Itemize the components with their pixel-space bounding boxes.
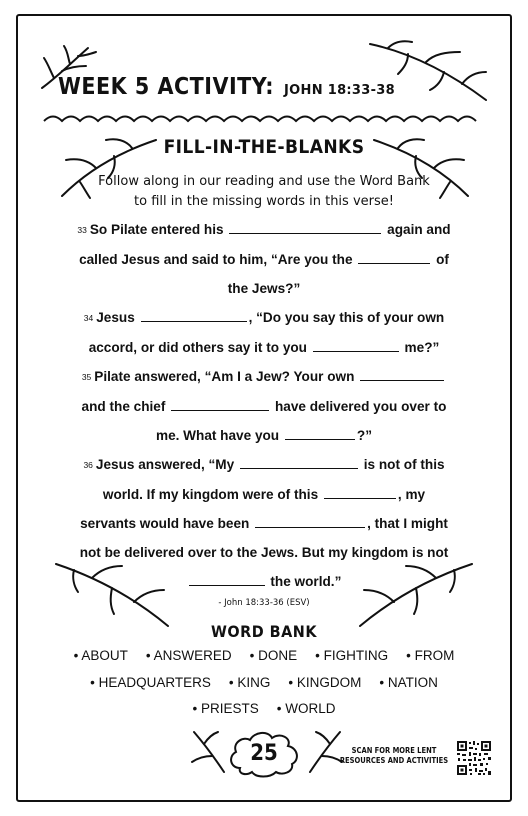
verse-citation: - John 18:33-36 (ESV) xyxy=(218,598,310,608)
fill-blank[interactable] xyxy=(171,398,269,411)
verse-text: and the chief xyxy=(81,399,166,414)
verse-text: is not of this xyxy=(363,457,445,472)
fill-blank[interactable] xyxy=(358,251,430,264)
scan-line: SCAN FOR MORE LENT xyxy=(351,746,437,755)
verse-text: Pilate answered, “Am I a Jew? Your own xyxy=(94,369,355,384)
word-bank-item: • PRIESTS xyxy=(193,701,259,716)
verse-passage xyxy=(54,215,474,596)
verse-text: the world.” xyxy=(270,574,342,589)
word-bank-item: • FIGHTING xyxy=(315,648,388,663)
page-number-badge xyxy=(226,728,302,778)
verse-text: again and xyxy=(387,222,451,237)
wavy-divider xyxy=(42,112,488,126)
verse-line xyxy=(54,450,474,480)
verse-line xyxy=(54,274,474,303)
fill-blank[interactable] xyxy=(285,427,355,440)
verse-text: me?” xyxy=(404,340,440,355)
verse-number: 34 xyxy=(83,313,94,323)
verse-text: world. If my kingdom were of this xyxy=(102,487,319,502)
word-bank-title: WORD BANK xyxy=(211,622,317,641)
fill-blank[interactable] xyxy=(313,339,399,352)
verse-line xyxy=(54,245,474,274)
verse-number: 33 xyxy=(77,225,87,235)
instructions xyxy=(86,172,442,212)
word-bank-item: • NATION xyxy=(379,675,437,690)
activity-title: FILL-IN-THE-BLANKS xyxy=(163,136,365,158)
page-number: 25 xyxy=(250,740,278,766)
verse-text: Jesus answered, “My xyxy=(95,457,235,472)
word-bank-item: • ABOUT xyxy=(74,648,128,663)
verse-text: of xyxy=(436,252,449,267)
header xyxy=(58,74,395,100)
word-bank-item: • WORLD xyxy=(277,701,336,716)
instructions-line: Follow along in our reading and use the Word Bank xyxy=(98,174,430,189)
olive-branch-icon xyxy=(188,728,228,776)
verse-line xyxy=(54,538,474,567)
verse-text: have delivered you over to xyxy=(274,399,447,414)
fill-blank[interactable] xyxy=(240,456,358,469)
fill-blank[interactable] xyxy=(255,515,365,528)
verse-text: ?” xyxy=(356,428,373,443)
verse-text: , “Do you say this of your own xyxy=(248,310,445,325)
verse-text: called Jesus and said to him, “Are you the xyxy=(79,252,353,267)
verse-text: So Pilate entered his xyxy=(89,222,224,237)
word-bank-row xyxy=(30,701,498,716)
verse-text: me. What have you xyxy=(155,428,280,443)
scripture-reference: JOHN 18:33-38 xyxy=(284,83,395,98)
fill-blank[interactable] xyxy=(360,368,444,381)
word-bank-item: • DONE xyxy=(250,648,298,663)
week-title: WEEK 5 ACTIVITY: xyxy=(58,74,275,100)
fill-blank[interactable] xyxy=(189,573,265,586)
instructions-line: to fill in the missing words in this verse! xyxy=(134,194,394,209)
verse-line xyxy=(54,392,474,421)
scan-line: RESOURCES AND ACTIVITIES xyxy=(339,756,449,765)
verse-line xyxy=(54,421,474,450)
verse-text: not be delivered over to the Jews. But my kingdom is not xyxy=(79,545,449,560)
word-bank-item: • HEADQUARTERS xyxy=(90,675,211,690)
verse-line xyxy=(54,567,474,596)
verse-text: servants would have been xyxy=(80,516,250,531)
verse-text: , my xyxy=(397,487,426,502)
fill-blank[interactable] xyxy=(141,309,247,322)
verse-line xyxy=(54,362,474,392)
verse-line xyxy=(54,480,474,509)
word-bank-item: • FROM xyxy=(406,648,454,663)
verse-line xyxy=(54,509,474,538)
word-bank-row xyxy=(30,675,498,690)
word-bank-row xyxy=(30,648,498,663)
verse-text: accord, or did others say it to you xyxy=(88,340,307,355)
verse-number: 36 xyxy=(83,460,93,470)
verse-text: the Jews?” xyxy=(227,281,301,296)
qr-code-icon[interactable] xyxy=(456,740,492,776)
word-bank-item: • ANSWERED xyxy=(146,648,232,663)
verse-text: , that I might xyxy=(367,516,448,531)
word-bank-item: • KINGDOM xyxy=(288,675,361,690)
verse-line xyxy=(54,215,474,245)
verse-line xyxy=(54,333,474,362)
word-bank-item: • KING xyxy=(229,675,271,690)
verse-line xyxy=(54,303,474,333)
verse-number: 35 xyxy=(81,372,92,382)
verse-text: Jesus xyxy=(96,310,135,325)
fill-blank[interactable] xyxy=(324,486,396,499)
fill-blank[interactable] xyxy=(229,221,381,234)
scan-text xyxy=(338,746,450,766)
